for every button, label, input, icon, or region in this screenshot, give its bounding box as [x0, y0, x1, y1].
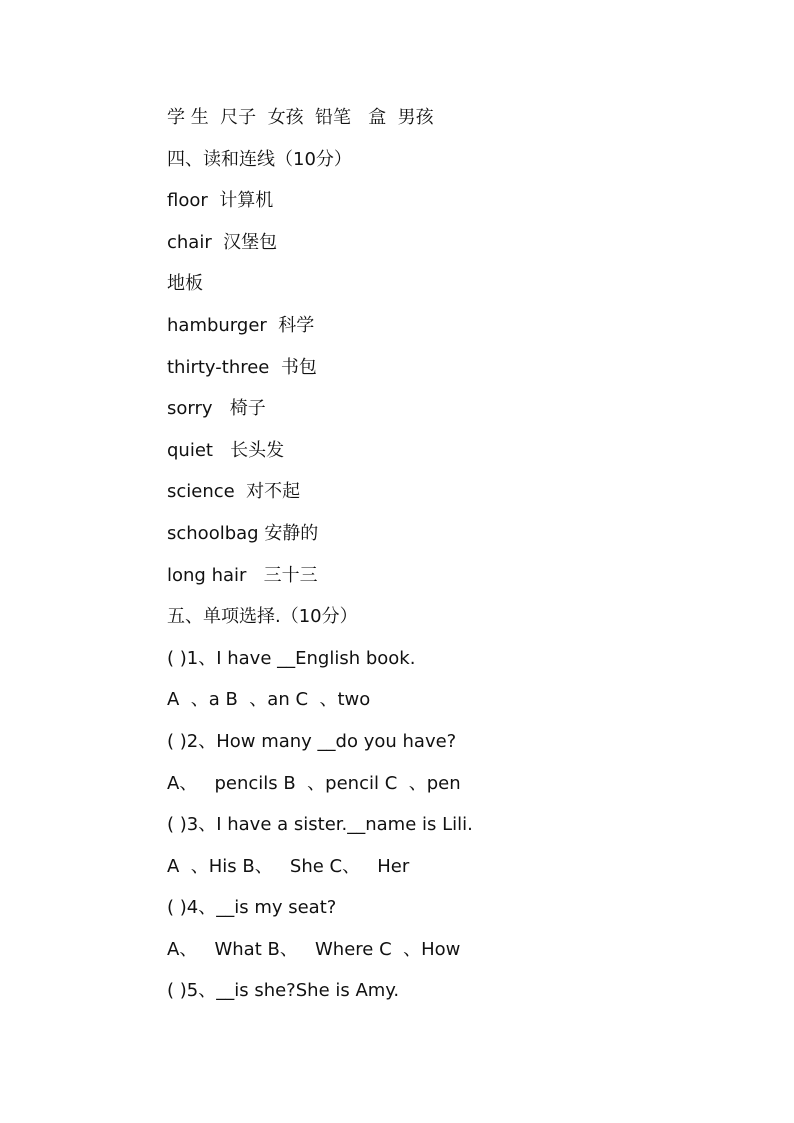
matching-item: chair 汉堡包	[167, 231, 278, 253]
matching-item: schoolbag 安静的	[167, 522, 319, 544]
question-3-options: A 、His B、 She C、 Her	[167, 855, 410, 877]
question-4: ( )4、__is my seat?	[167, 897, 337, 919]
matching-item: quiet 长头发	[167, 439, 285, 461]
matching-item: hamburger 科学	[167, 314, 315, 336]
section-four-heading: 四、读和连线（10分）	[167, 148, 352, 170]
matching-item: sorry 椅子	[167, 398, 266, 420]
question-5: ( )5、__is she?She is Amy.	[167, 980, 400, 1002]
question-2: ( )2、How many __do you have?	[167, 730, 457, 752]
vocab-word-line: 学 生 尺子 女孩 铅笔 盒 男孩	[167, 107, 434, 128]
worksheet-content	[167, 104, 727, 1019]
question-3: ( )3、I have a sister.__name is Lili.	[167, 814, 473, 836]
matching-item: long hair 三十三	[167, 564, 318, 586]
matching-item: thirty-three 书包	[167, 356, 317, 378]
matching-item: 地板	[167, 273, 203, 295]
matching-item: science 对不起	[167, 481, 301, 503]
question-1-options: A 、a B 、an C 、two	[167, 689, 371, 711]
question-1: ( )1、I have __English book.	[167, 647, 416, 669]
matching-item: floor 计算机	[167, 190, 274, 212]
question-2-options: A、 pencils B 、pencil C 、pen	[167, 772, 461, 794]
question-4-options: A、 What B、 Where C 、How	[167, 938, 461, 960]
section-five-heading: 五、单项选择.（10分）	[167, 606, 358, 628]
